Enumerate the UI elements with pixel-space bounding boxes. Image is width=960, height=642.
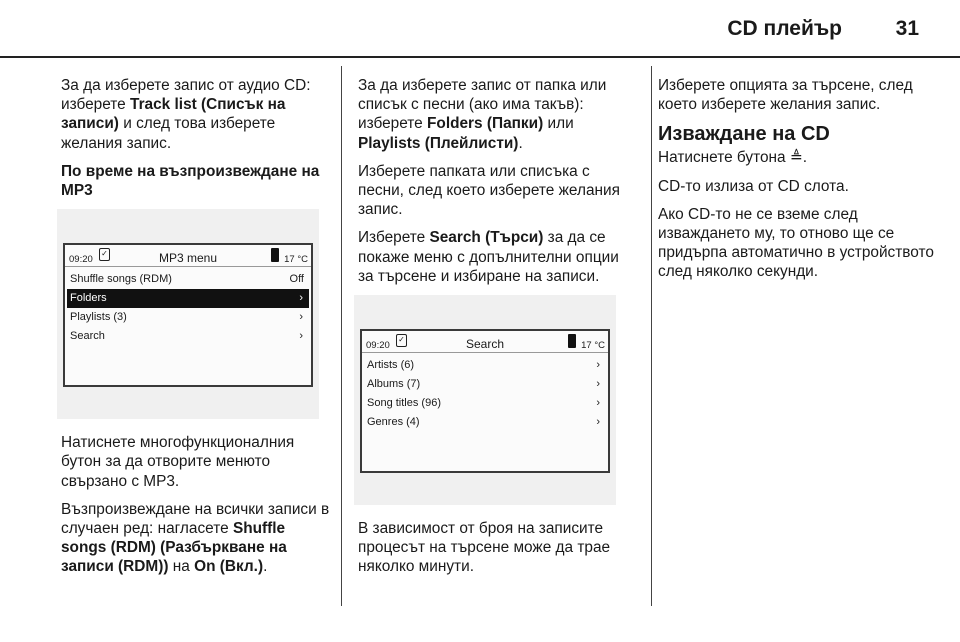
menu-item-label: Playlists (3): [70, 311, 127, 324]
text: или: [543, 115, 574, 133]
paragraph: [358, 228, 626, 286]
chevron-right-icon: ›: [299, 311, 303, 324]
menu-item-shuffle[interactable]: [67, 270, 309, 289]
paragraph: Натиснете многофункционалния бутон за да отворите менюто свързано с MP3.: [61, 434, 295, 490]
menu-item-song-titles[interactable]: [364, 394, 606, 413]
chevron-right-icon: ›: [596, 359, 600, 372]
column-2: [358, 76, 626, 586]
page-title: CD плейър: [727, 17, 842, 40]
chevron-right-icon: ›: [596, 416, 600, 429]
paragraph: В зависимост от броя на записите процесът на търсене може да трае няколко минути.: [358, 520, 611, 576]
menu-item-playlists[interactable]: [67, 308, 309, 327]
menu-term: Playlists (Плейлисти): [358, 134, 519, 152]
phone-icon: [568, 334, 576, 348]
menu-item-label: Folders: [70, 292, 107, 305]
menu-term: Shuffle songs (RDM) (Разбъркване на записи (RDM)): [61, 520, 287, 576]
temperature: 17 °C: [284, 254, 308, 266]
menu-term: Track list (Списък на записи): [61, 96, 286, 133]
menu-item-label: Artists (6): [367, 359, 415, 372]
header-rule: [0, 56, 960, 58]
text: .: [802, 149, 808, 167]
page-number: 31: [895, 17, 919, 40]
menu-item-genres[interactable]: [364, 413, 606, 432]
section-heading: Изваждане на CD: [658, 123, 830, 146]
menu-item-albums[interactable]: [364, 375, 606, 394]
text: за да се покаже меню с допълнителни опции за търсене и избиране на записи.: [358, 229, 619, 285]
paragraph: [658, 148, 950, 167]
paragraph: [61, 76, 331, 153]
text: .: [263, 558, 268, 576]
paragraph: Изберете опцията за търсене, след което изберете желания запис.: [658, 77, 913, 114]
text: За да изберете запис от аудио CD: изберете: [61, 77, 311, 114]
chevron-right-icon: ›: [596, 397, 600, 410]
temperature: 17 °C: [581, 340, 605, 352]
menu-term: Search (Търси): [429, 229, 544, 247]
menu-item-label: Shuffle songs (RDM): [70, 273, 172, 286]
clock-time: 09:20: [69, 254, 93, 266]
menu-item-folders[interactable]: [67, 289, 309, 308]
text: .: [518, 134, 523, 152]
clock-time: 09:20: [366, 340, 390, 352]
column-divider: [651, 66, 652, 606]
menu-item-label: Albums (7): [367, 378, 421, 391]
subheading: [61, 162, 331, 200]
paragraph: Изберете папката или списъка с песни, след което изберете желания запис.: [358, 162, 620, 219]
phone-icon: [271, 248, 279, 262]
menu-term: On (Вкл.): [194, 558, 264, 576]
text: Натиснете бутона: [658, 149, 790, 167]
display-screen: [63, 243, 313, 387]
clock-icon: ✓: [396, 334, 407, 347]
screen-status-bar: [362, 331, 608, 353]
screen-title: MP3 menu: [158, 251, 218, 266]
search-menu-figure: [354, 295, 616, 505]
menu-item-label: Search: [70, 330, 105, 343]
column-1: [61, 76, 331, 586]
screen-status-bar: [65, 245, 311, 267]
subheading-text: По време на възпроизвеждане на MP3: [61, 162, 320, 200]
column-divider: [341, 66, 342, 606]
chevron-right-icon: ›: [299, 330, 303, 343]
menu-item-search[interactable]: [67, 327, 309, 346]
text: на: [168, 558, 195, 576]
page-header: [0, 0, 960, 60]
column-3: [658, 76, 950, 291]
mp3-menu-figure: [57, 209, 319, 419]
chevron-right-icon: ›: [299, 292, 303, 305]
paragraph: [358, 76, 626, 153]
text: и след това изберете желания запис.: [61, 115, 276, 152]
text: Възпроизвеждане на всички записи в случаен ред: нагласете: [61, 500, 330, 538]
paragraph: Ако CD-то не се вземе след изваждането му, то отново ще се придърпа автоматично в устройството след няколко секунди.: [658, 205, 934, 281]
text: За да изберете запис от папка или списък с песни (ако има такъв): изберете: [358, 77, 607, 133]
menu-item-artists[interactable]: [364, 356, 606, 375]
chevron-right-icon: ›: [596, 378, 600, 391]
paragraph: [61, 500, 331, 577]
eject-icon: ≜: [789, 149, 803, 167]
menu-item-label: Genres (4): [367, 416, 420, 429]
menu-item-value: Off: [289, 273, 304, 286]
menu-term: Folders (Папки): [427, 115, 544, 133]
clock-icon: ✓: [99, 248, 110, 261]
paragraph: CD-то излиза от CD слота.: [658, 177, 849, 195]
text: Изберете: [358, 229, 430, 247]
display-screen: [360, 329, 610, 473]
screen-title: Search: [465, 337, 505, 352]
menu-item-label: Song titles (96): [367, 397, 441, 410]
